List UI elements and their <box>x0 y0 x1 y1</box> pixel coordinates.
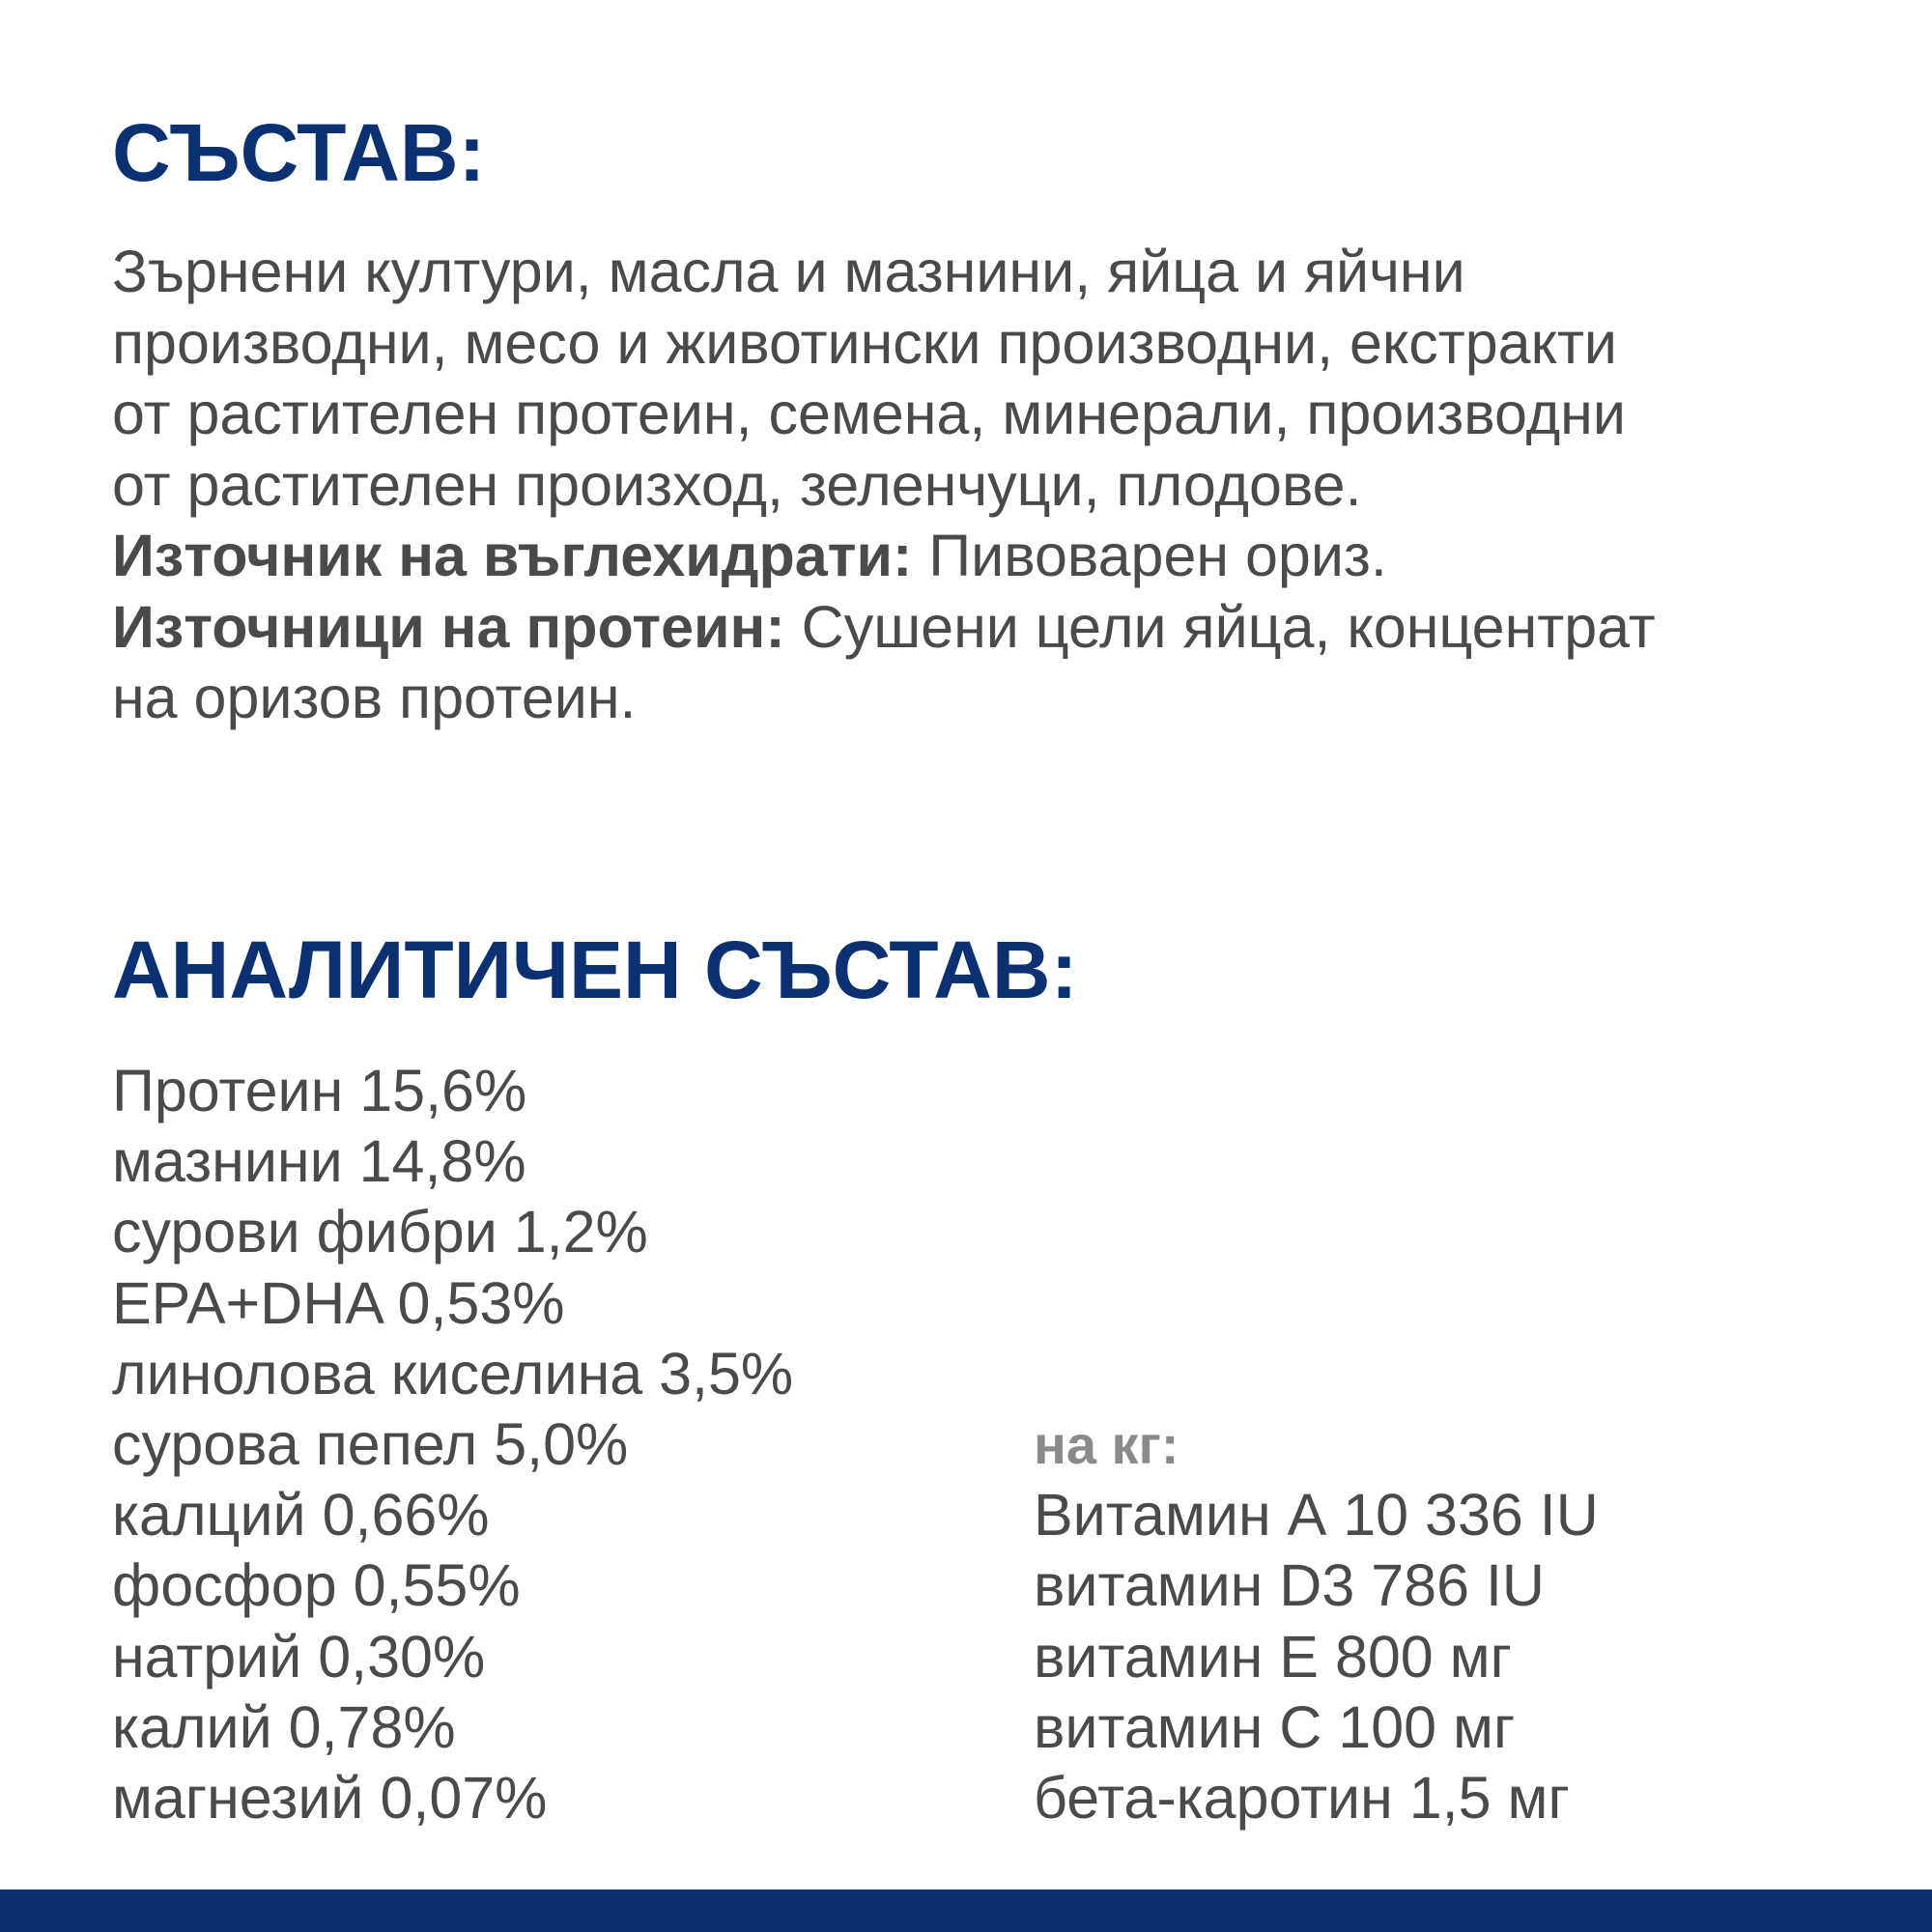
protein-sources-line <box>112 592 1909 664</box>
analytical-list <box>112 1056 793 1833</box>
per-kg-label: на кг: <box>1034 1414 1179 1475</box>
analytical-item: фосфор 0,55% <box>112 1552 521 1619</box>
per-kg-item: витамин Е 800 мг <box>1034 1623 1512 1690</box>
ingredient-line: производни, месо и животински производни, екстракти <box>112 309 1617 376</box>
carb-source-line <box>112 521 1909 592</box>
analytical-item: Протеин 15,6% <box>112 1058 527 1123</box>
carb-source-label: Източник на въглехидрати: <box>112 523 913 588</box>
analytical-item: магнезий 0,07% <box>112 1765 548 1832</box>
analytical-item: сурови фибри 1,2% <box>112 1199 648 1265</box>
ingredient-line: Зърнени култури, масла и мазнини, яйца и яйчни <box>112 239 1465 304</box>
analytical-item: калций 0,66% <box>112 1482 490 1548</box>
bottom-brand-bar <box>0 1889 1932 1932</box>
analytical-item: калий 0,78% <box>112 1693 456 1760</box>
protein-sources-continuation: на оризов протеин. <box>112 665 637 730</box>
analytical-item: EPA+DHA 0,53% <box>112 1269 565 1336</box>
per-kg-item: бета-каротин 1,5 мг <box>1034 1765 1570 1832</box>
analytical-heading: АНАЛИТИЧЕН СЪСТАВ: <box>112 924 1078 1015</box>
per-kg-item: витамин С 100 мг <box>1034 1693 1516 1760</box>
composition-heading: СЪСТАВ: <box>112 107 486 198</box>
per-kg-item: витамин D3 786 IU <box>1034 1552 1545 1619</box>
per-kg-item: Витамин А 10 336 IU <box>1034 1482 1599 1548</box>
protein-sources-label: Източници на протеин: <box>112 593 785 660</box>
analytical-item: сурова пепел 5,0% <box>112 1411 629 1478</box>
per-kg-block <box>1034 1409 1599 1833</box>
per-kg-list <box>1034 1480 1599 1833</box>
ingredient-line: от растителен протеин, семена, минерали, производни <box>112 381 1626 446</box>
analytical-item: линолова киселина 3,5% <box>112 1340 794 1406</box>
analytical-item: натрий 0,30% <box>112 1623 486 1690</box>
protein-sources-value: Сушени цели яйца, концентрат <box>784 593 1656 660</box>
analytical-item: мазнини 14,8% <box>112 1128 526 1195</box>
carb-source-value: Пивоварен ориз. <box>912 523 1387 588</box>
composition-text <box>112 237 1909 734</box>
ingredient-line: от растителен произход, зеленчуци, плодове. <box>112 451 1362 518</box>
